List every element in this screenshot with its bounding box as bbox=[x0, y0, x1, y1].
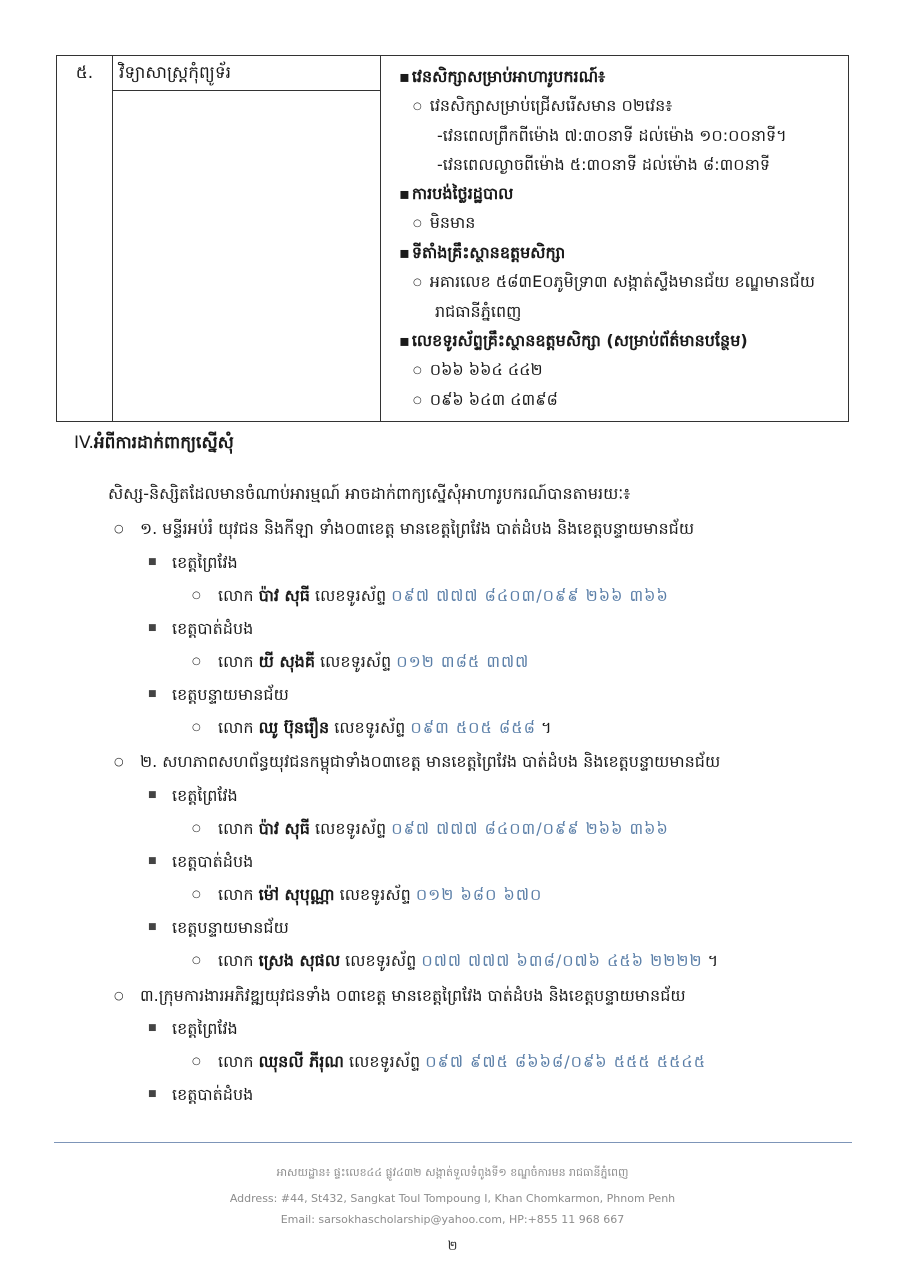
phone-label: លេខទូរស័ព្ទ bbox=[315, 819, 387, 838]
contact-prefix: លោក bbox=[218, 951, 254, 970]
phone-label: លេខទូរស័ព្ទ bbox=[320, 652, 392, 671]
org-title: ○ ២. សហភាពសហព័ន្ធយុវជនកម្ពុជាទាំង០៣ខេត្ត មានខេត្តព្រៃវែង បាត់ដំបង និងខេត្តបន្ទាយមានជ័យ bbox=[140, 751, 720, 775]
admin-fee-value: ○ មិនមាន bbox=[399, 208, 840, 238]
admin-fee-heading: ▪ ការបង់ថ្លៃរដ្ឋបាល bbox=[399, 179, 840, 208]
contact-line bbox=[218, 818, 669, 842]
contact-line bbox=[218, 651, 529, 675]
schedule-heading: ▪ វេនសិក្សាសម្រាប់អាហារូបករណ៍៖ bbox=[399, 62, 840, 91]
phone-label: លេខទូរស័ព្ទ bbox=[349, 1052, 421, 1071]
province-label: ■ ខេត្តបន្ទាយមានជ័យ bbox=[172, 917, 289, 941]
contact-prefix: លោក bbox=[218, 819, 254, 838]
province-label: ■ ខេត្តព្រៃវែង bbox=[172, 785, 238, 809]
contact-prefix: លោក bbox=[218, 586, 254, 605]
province-label: ■ ខេត្តបន្ទាយមានជ័យ bbox=[172, 684, 289, 708]
evening-shift: -វេនពេលល្ងាចពីម៉ោង ៥:៣០នាទី ដល់ម៉ោង ៨:៣០នាទី bbox=[437, 155, 770, 174]
contact-phone: ០៩៣ ៥០៥ ៨៥៨ bbox=[410, 718, 536, 737]
province-label: ■ ខេត្តព្រៃវែង bbox=[172, 552, 238, 576]
org-title: ○ ១. មន្ទីរអប់រំ យុវជន និងកីឡា ទាំង០៣ខេត្ត មានខេត្តព្រៃវែង បាត់ដំបង និងខេត្តបន្ទាយមានជ័យ bbox=[140, 518, 694, 542]
phone-label: លេខទូរស័ព្ទ bbox=[334, 718, 406, 737]
contact-line bbox=[218, 717, 552, 741]
location-heading: ▪ ទីតាំងគ្រឹះស្ថានឧត្តមសិក្សា bbox=[399, 238, 840, 267]
contact-name: ស្រេង សុផល bbox=[258, 951, 341, 970]
contact-name: ម៉ៅ សុបុណ្ណា bbox=[258, 885, 335, 904]
phone-2: ○ ០៩៦ ៦៤៣ ៤៣៩៨ bbox=[399, 385, 840, 415]
footer-en-address: Address: #44, St432, Sangkat Toul Tompoung I, Khan Chomkarmon, Phnom Penh bbox=[229, 1192, 676, 1205]
province-label: ■ ខេត្តព្រៃវែង bbox=[172, 1018, 238, 1042]
contact-prefix: លោក bbox=[218, 652, 254, 671]
section-title: អំពីការដាក់ពាក្យស្នើសុំ bbox=[93, 433, 234, 453]
contact-name: យី សុងគី bbox=[258, 652, 315, 671]
province-label: ■ ខេត្តបាត់ដំបង bbox=[172, 851, 253, 875]
province-label: ■ ខេត្តបាត់ដំបង bbox=[172, 618, 253, 642]
contact-phone: ០១២ ៦៨០ ៦៧០ bbox=[415, 885, 543, 904]
contact-prefix: លោក bbox=[218, 718, 254, 737]
contact-line bbox=[218, 585, 669, 609]
contact-phone: ០៩៧ ៧៧៧ ៨៤០៣/០៩៩ ២៦៦ ៣៦៦ bbox=[391, 819, 669, 838]
province-label: ■ ខេត្តបាត់ដំបង bbox=[172, 1084, 253, 1108]
footer-divider bbox=[54, 1142, 852, 1143]
row-program-name: វិទ្យាសាស្ត្រកុំព្យូទ័រ bbox=[113, 56, 381, 91]
contact-name: ឈុនលី ភីរុណ bbox=[258, 1052, 344, 1071]
contact-phone: ០៩៧ ៩៧៥ ៨៦៦៨/០៩៦ ៥៥៥ ៥៥៤៥ bbox=[425, 1052, 707, 1071]
location-address: ○ អគារលេខ ៥៨៣E០ភូមិទ្រា៣ សង្កាត់ស្ទឹងមានជ័យ ខណ្ឌមានជ័យ bbox=[399, 267, 840, 297]
row-number: ៥. bbox=[57, 56, 113, 422]
program-details bbox=[381, 56, 849, 422]
phone-label: លេខទូរស័ព្ទ bbox=[339, 885, 411, 904]
phone-heading: ▪ លេខទូរស័ព្ទគ្រឹះស្ថានឧត្តមសិក្សា (សម្រាប់ព័ត៌មានបន្ថែម) bbox=[399, 326, 840, 355]
location-city: រាជធានីភ្នំពេញ bbox=[435, 302, 522, 321]
footer-kh-address: អាសយដ្ឋាន៖ ផ្ទះលេខ៤៤ ផ្លូវ៤៣២ សង្កាត់ទួលទំពូងទី១ ខណ្ឌចំការមន រាជធានីភ្នំពេញ bbox=[276, 1166, 629, 1179]
footer-email: Email: sarsokhascholarship@yahoo.com, HP:+855 11 968 667 bbox=[280, 1213, 625, 1226]
contact-name: ឈូ ប៊ុនរឿន bbox=[258, 718, 330, 737]
section-heading bbox=[74, 432, 234, 457]
contact-line bbox=[218, 1051, 706, 1075]
contact-phone: ០៧៧ ៧៧៧ ៦៣៨/០៧៦ ៤៥៦ ២២២២ bbox=[421, 951, 703, 970]
line-end: ។ bbox=[535, 718, 552, 737]
section-intro: សិស្ស-និស្សិតដែលមានចំណាប់អារម្មណ៍ អាចដាក់ពាក្យស្នើសុំអាហារូបករណ៍បានតាមរយៈ៖ bbox=[108, 484, 631, 503]
org-title: ○ ៣.ក្រុមការងារអភិវឌ្ឍយុវជនទាំង ០៣ខេត្ត មានខេត្តព្រៃវែង បាត់ដំបង និងខេត្តបន្ទាយមានជ័យ bbox=[140, 985, 686, 1009]
schedule-item: ○ វេនសិក្សាសម្រាប់ជ្រើសរើសមាន ០២វេន៖ bbox=[399, 91, 840, 121]
morning-shift: -វេនពេលព្រឹកពីម៉ោង ៧:៣០នាទី ដល់ម៉ោង ១០:០០នាទី។ bbox=[437, 126, 787, 145]
line-end: ។ bbox=[702, 951, 719, 970]
contact-line bbox=[218, 884, 542, 908]
phone-label: លេខទូរស័ព្ទ bbox=[345, 951, 417, 970]
contact-phone: ០១២ ៣៨៥ ៣៧៧ bbox=[396, 652, 530, 671]
phone-1: ○ ០៦៦ ៦៦៤ ៤៤២ bbox=[399, 355, 840, 385]
phone-label: លេខទូរស័ព្ទ bbox=[315, 586, 387, 605]
contact-line bbox=[218, 950, 718, 974]
contact-name: ប៉ាវ សុធី bbox=[258, 819, 310, 838]
page-number: ២ bbox=[447, 1239, 458, 1254]
section-number: IV. bbox=[74, 433, 94, 453]
contact-prefix: លោក bbox=[218, 885, 254, 904]
contact-name: ប៉ាវ សុធី bbox=[258, 586, 310, 605]
empty-cell bbox=[113, 91, 381, 422]
program-table bbox=[56, 55, 849, 422]
contact-prefix: លោក bbox=[218, 1052, 254, 1071]
contact-phone: ០៩៧ ៧៧៧ ៨៤០៣/០៩៩ ២៦៦ ៣៦៦ bbox=[391, 586, 669, 605]
